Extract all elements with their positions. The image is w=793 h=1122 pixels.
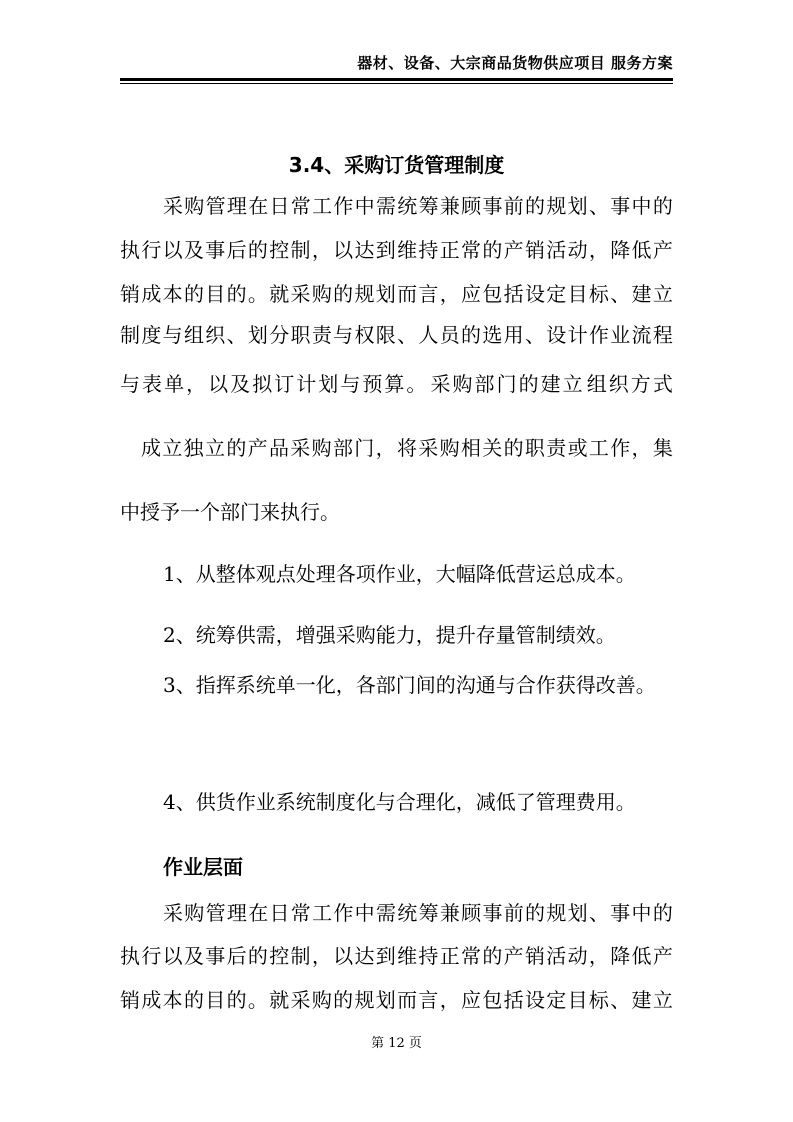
glyph: 应 xyxy=(461,988,481,1012)
glyph: 门 xyxy=(496,372,517,396)
glyph: 目 xyxy=(567,282,588,306)
glyph: 后 xyxy=(226,238,247,262)
glyph: 的 xyxy=(333,282,354,306)
glyph: 作 xyxy=(333,194,354,218)
glyph: 事 xyxy=(610,194,631,218)
glyph: 设 xyxy=(524,282,545,306)
glyph: 持 xyxy=(418,238,439,262)
glyph: 事 xyxy=(205,238,226,262)
glyph: 订 xyxy=(274,372,295,396)
glyph: ， xyxy=(631,436,652,460)
glyph: 采 xyxy=(418,436,439,460)
glyph: 需 xyxy=(375,194,396,218)
list-item: 1、从整体观点处理各项作业，大幅降低营运总成本。 xyxy=(163,562,636,586)
glyph: 与 xyxy=(120,372,140,396)
glyph: 目 xyxy=(205,282,226,306)
glyph: 采 xyxy=(163,194,183,218)
glyph: 采 xyxy=(290,436,311,460)
glyph: 筹 xyxy=(418,194,439,218)
glyph: 控 xyxy=(269,238,290,262)
glyph: 划 xyxy=(375,282,396,306)
glyph: 门 xyxy=(354,436,375,460)
glyph: ， xyxy=(311,238,332,262)
glyph: 的 xyxy=(652,901,673,925)
paragraph-line xyxy=(120,284,673,304)
glyph: 括 xyxy=(503,282,524,306)
glyph: 、 xyxy=(588,901,609,925)
glyph: 维 xyxy=(397,944,418,968)
glyph: 流 xyxy=(631,323,652,347)
glyph: 责 xyxy=(546,436,567,460)
glyph: 降 xyxy=(610,944,631,968)
glyph: 采 xyxy=(290,282,311,306)
glyph: ， xyxy=(311,944,332,968)
glyph: 采 xyxy=(290,988,311,1012)
glyph: 前 xyxy=(503,901,524,925)
glyph: 行 xyxy=(141,944,162,968)
glyph: ， xyxy=(439,282,460,306)
glyph: 在 xyxy=(248,194,269,218)
glyph: 活 xyxy=(546,944,567,968)
glyph: ， xyxy=(588,238,609,262)
glyph: 成 xyxy=(141,988,162,1012)
glyph: 的 xyxy=(247,238,268,262)
glyph: 的 xyxy=(525,901,546,925)
glyph: 顾 xyxy=(461,901,482,925)
glyph: 销 xyxy=(524,944,545,968)
glyph: 包 xyxy=(482,282,503,306)
glyph: 设 xyxy=(524,988,545,1012)
glyph: 购 xyxy=(311,988,332,1012)
glyph: 相 xyxy=(460,436,481,460)
glyph: 、 xyxy=(610,282,631,306)
page-number: 第 12 页 xyxy=(371,1036,422,1051)
glyph: 定 xyxy=(546,988,567,1012)
glyph: ， xyxy=(439,988,460,1012)
glyph: 包 xyxy=(482,988,503,1012)
glyph: 的 xyxy=(226,436,247,460)
glyph: 购 xyxy=(184,194,205,218)
glyph: 的 xyxy=(518,372,539,396)
glyph: 的 xyxy=(183,988,204,1012)
glyph: 低 xyxy=(631,944,652,968)
glyph: 或 xyxy=(567,436,588,460)
glyph: 立 xyxy=(162,436,183,460)
glyph: 部 xyxy=(332,436,353,460)
header-rule-thin xyxy=(120,83,673,84)
glyph: 与 xyxy=(340,372,361,396)
glyph: ， xyxy=(186,372,207,396)
glyph: 持 xyxy=(418,944,439,968)
glyph: 建 xyxy=(631,282,652,306)
glyph: 部 xyxy=(474,372,495,396)
glyph: 事 xyxy=(482,194,503,218)
glyph: 预 xyxy=(362,372,383,396)
glyph: 、 xyxy=(524,323,545,347)
glyph: 与 xyxy=(162,323,183,347)
glyph: 而 xyxy=(397,282,418,306)
glyph: 与 xyxy=(333,323,354,347)
glyph: 言 xyxy=(418,988,439,1012)
glyph: 筹 xyxy=(418,901,439,925)
glyph: 目 xyxy=(205,988,226,1012)
glyph: 执 xyxy=(120,944,140,968)
glyph: 统 xyxy=(397,901,418,925)
glyph: 职 xyxy=(524,436,545,460)
glyph: 立 xyxy=(652,988,673,1012)
glyph: 制 xyxy=(290,944,311,968)
glyph: 拟 xyxy=(252,372,273,396)
glyph: 事 xyxy=(482,901,503,925)
glyph: 立 xyxy=(562,372,583,396)
glyph: 以 xyxy=(333,238,354,262)
glyph: 用 xyxy=(503,323,524,347)
glyph: 事 xyxy=(205,944,226,968)
glyph: 产 xyxy=(503,238,524,262)
glyph: 括 xyxy=(503,988,524,1012)
glyph: 责 xyxy=(311,323,332,347)
paragraph-line xyxy=(163,903,673,923)
glyph: 低 xyxy=(631,238,652,262)
glyph: 划 xyxy=(567,194,588,218)
glyph: 。 xyxy=(247,988,268,1012)
glyph: 规 xyxy=(354,988,375,1012)
glyph: 言 xyxy=(418,282,439,306)
glyph: 目 xyxy=(567,988,588,1012)
paragraph-line xyxy=(141,438,673,458)
glyph: 购 xyxy=(184,901,205,925)
glyph: 常 xyxy=(290,901,311,925)
glyph: 购 xyxy=(439,436,460,460)
glyph: 中 xyxy=(354,901,375,925)
glyph: 活 xyxy=(546,238,567,262)
glyph: 业 xyxy=(610,323,631,347)
paragraph-line: 中授予一个部门来执行。 xyxy=(120,500,340,524)
glyph: 标 xyxy=(588,282,609,306)
glyph: 本 xyxy=(162,282,183,306)
glyph: 行 xyxy=(141,238,162,262)
glyph: 维 xyxy=(397,238,418,262)
glyph: ， xyxy=(588,944,609,968)
paragraph-line xyxy=(163,196,673,216)
glyph: 采 xyxy=(430,372,451,396)
glyph: 事 xyxy=(610,901,631,925)
list-item: 4、供货作业系统制度化与合理化，减低了管理费用。 xyxy=(163,790,636,814)
glyph: 织 xyxy=(205,323,226,347)
glyph: 降 xyxy=(610,238,631,262)
glyph: 工 xyxy=(312,901,333,925)
glyph: 员 xyxy=(439,323,460,347)
glyph: 作 xyxy=(610,436,631,460)
glyph: 选 xyxy=(482,323,503,347)
glyph: 成 xyxy=(141,282,162,306)
glyph: 。 xyxy=(247,282,268,306)
glyph: 权 xyxy=(354,323,375,347)
glyph: 动 xyxy=(567,944,588,968)
glyph: 计 xyxy=(296,372,317,396)
glyph: 中 xyxy=(354,194,375,218)
glyph: 中 xyxy=(631,901,652,925)
glyph: 划 xyxy=(567,901,588,925)
glyph: 划 xyxy=(247,323,268,347)
glyph: 应 xyxy=(461,282,481,306)
glyph: 立 xyxy=(204,436,225,460)
glyph: 销 xyxy=(120,282,140,306)
glyph: 规 xyxy=(354,282,375,306)
glyph: 产 xyxy=(247,436,268,460)
glyph: 组 xyxy=(183,323,204,347)
glyph: 规 xyxy=(546,194,567,218)
glyph: 兼 xyxy=(439,194,460,218)
glyph: 划 xyxy=(375,988,396,1012)
glyph: 及 xyxy=(183,944,204,968)
glyph: 销 xyxy=(120,988,140,1012)
glyph: ， xyxy=(375,436,396,460)
glyph: 单 xyxy=(164,372,185,396)
glyph: 组 xyxy=(586,372,607,396)
glyph: 、 xyxy=(226,323,247,347)
glyph: 建 xyxy=(540,372,561,396)
glyph: 常 xyxy=(290,194,311,218)
glyph: 兼 xyxy=(439,901,460,925)
subheading-operation-level: 作业层面 xyxy=(163,855,243,879)
section-title: 3.4、采购订货管理制度 xyxy=(288,153,505,177)
glyph: 日 xyxy=(269,901,290,925)
glyph: 就 xyxy=(269,282,290,306)
glyph: 度 xyxy=(141,323,162,347)
glyph: 表 xyxy=(142,372,163,396)
glyph: 式 xyxy=(652,372,673,396)
paragraph-line xyxy=(120,374,673,394)
glyph: 常 xyxy=(461,944,481,968)
glyph: 理 xyxy=(226,901,247,925)
glyph: 购 xyxy=(311,282,332,306)
glyph: 常 xyxy=(461,238,481,262)
glyph: 独 xyxy=(183,436,204,460)
glyph: 产 xyxy=(652,944,673,968)
glyph: 执 xyxy=(120,238,140,262)
glyph: 的 xyxy=(226,282,247,306)
glyph: 的 xyxy=(247,944,268,968)
glyph: 的 xyxy=(333,988,354,1012)
glyph: 而 xyxy=(397,988,418,1012)
glyph: 人 xyxy=(418,323,439,347)
glyph: 正 xyxy=(439,238,460,262)
glyph: 工 xyxy=(312,194,333,218)
glyph: 计 xyxy=(567,323,588,347)
glyph: 分 xyxy=(269,323,290,347)
glyph: 将 xyxy=(396,436,417,460)
paragraph-line xyxy=(120,240,673,260)
glyph: 作 xyxy=(588,323,609,347)
glyph: 算 xyxy=(384,372,405,396)
glyph: 。 xyxy=(406,372,427,396)
glyph: 的 xyxy=(482,944,503,968)
glyph: 动 xyxy=(567,238,588,262)
list-item: 2、统筹供需，增强采购能力，提升存量管制绩效。 xyxy=(163,623,616,647)
glyph: 成 xyxy=(141,436,161,460)
glyph: 及 xyxy=(230,372,251,396)
glyph: 到 xyxy=(375,238,396,262)
glyph: 品 xyxy=(268,436,289,460)
glyph: 限 xyxy=(375,323,396,347)
glyph: 在 xyxy=(248,901,269,925)
glyph: 中 xyxy=(631,194,652,218)
header-rule-thick xyxy=(120,78,673,81)
paragraph-line xyxy=(120,325,673,345)
glyph: 的 xyxy=(525,194,546,218)
glyph: 立 xyxy=(652,282,673,306)
glyph: 理 xyxy=(226,194,247,218)
glyph: 关 xyxy=(482,436,503,460)
glyph: 的 xyxy=(652,194,673,218)
glyph: 产 xyxy=(652,238,673,262)
glyph: 以 xyxy=(162,238,183,262)
glyph: 统 xyxy=(397,194,418,218)
paragraph-line xyxy=(120,946,673,966)
glyph: 标 xyxy=(588,988,609,1012)
glyph: 本 xyxy=(162,988,183,1012)
glyph: 采 xyxy=(163,901,183,925)
glyph: 制 xyxy=(290,238,311,262)
glyph: 建 xyxy=(631,988,652,1012)
header-title: 器材、设备、大宗商品货物供应项目 服务方案 xyxy=(357,54,673,72)
glyph: 程 xyxy=(652,323,673,347)
glyph: 方 xyxy=(630,372,651,396)
glyph: 购 xyxy=(452,372,473,396)
glyph: 正 xyxy=(439,944,460,968)
glyph: 作 xyxy=(333,901,354,925)
glyph: 、 xyxy=(588,194,609,218)
glyph: 及 xyxy=(183,238,204,262)
glyph: 定 xyxy=(546,282,567,306)
glyph: 日 xyxy=(269,194,290,218)
list-item: 3、指挥系统单一化，各部门间的沟通与合作获得改善。 xyxy=(163,673,656,697)
glyph: 控 xyxy=(269,944,290,968)
glyph: 的 xyxy=(183,282,204,306)
glyph: 需 xyxy=(375,901,396,925)
glyph: 规 xyxy=(546,901,567,925)
glyph: 划 xyxy=(318,372,339,396)
glyph: 产 xyxy=(503,944,524,968)
paragraph-line xyxy=(120,990,673,1010)
glyph: 以 xyxy=(162,944,183,968)
glyph: 设 xyxy=(546,323,567,347)
glyph: 的 xyxy=(461,323,481,347)
glyph: 的 xyxy=(503,436,524,460)
glyph: 销 xyxy=(524,238,545,262)
glyph: 以 xyxy=(333,944,354,968)
glyph: 前 xyxy=(503,194,524,218)
glyph: 制 xyxy=(120,323,140,347)
glyph: 购 xyxy=(311,436,332,460)
glyph: 的 xyxy=(482,238,503,262)
glyph: 达 xyxy=(354,944,375,968)
glyph: 职 xyxy=(290,323,311,347)
glyph: 后 xyxy=(226,944,247,968)
glyph: 就 xyxy=(269,988,290,1012)
glyph: 管 xyxy=(205,194,226,218)
glyph: 、 xyxy=(397,323,418,347)
glyph: 管 xyxy=(205,901,226,925)
glyph: 顾 xyxy=(461,194,482,218)
glyph: 到 xyxy=(375,944,396,968)
glyph: 的 xyxy=(226,988,247,1012)
glyph: 、 xyxy=(610,988,631,1012)
glyph: 达 xyxy=(354,238,375,262)
glyph: 工 xyxy=(588,436,609,460)
glyph: 集 xyxy=(652,436,673,460)
glyph: 织 xyxy=(608,372,629,396)
glyph: 以 xyxy=(208,372,229,396)
